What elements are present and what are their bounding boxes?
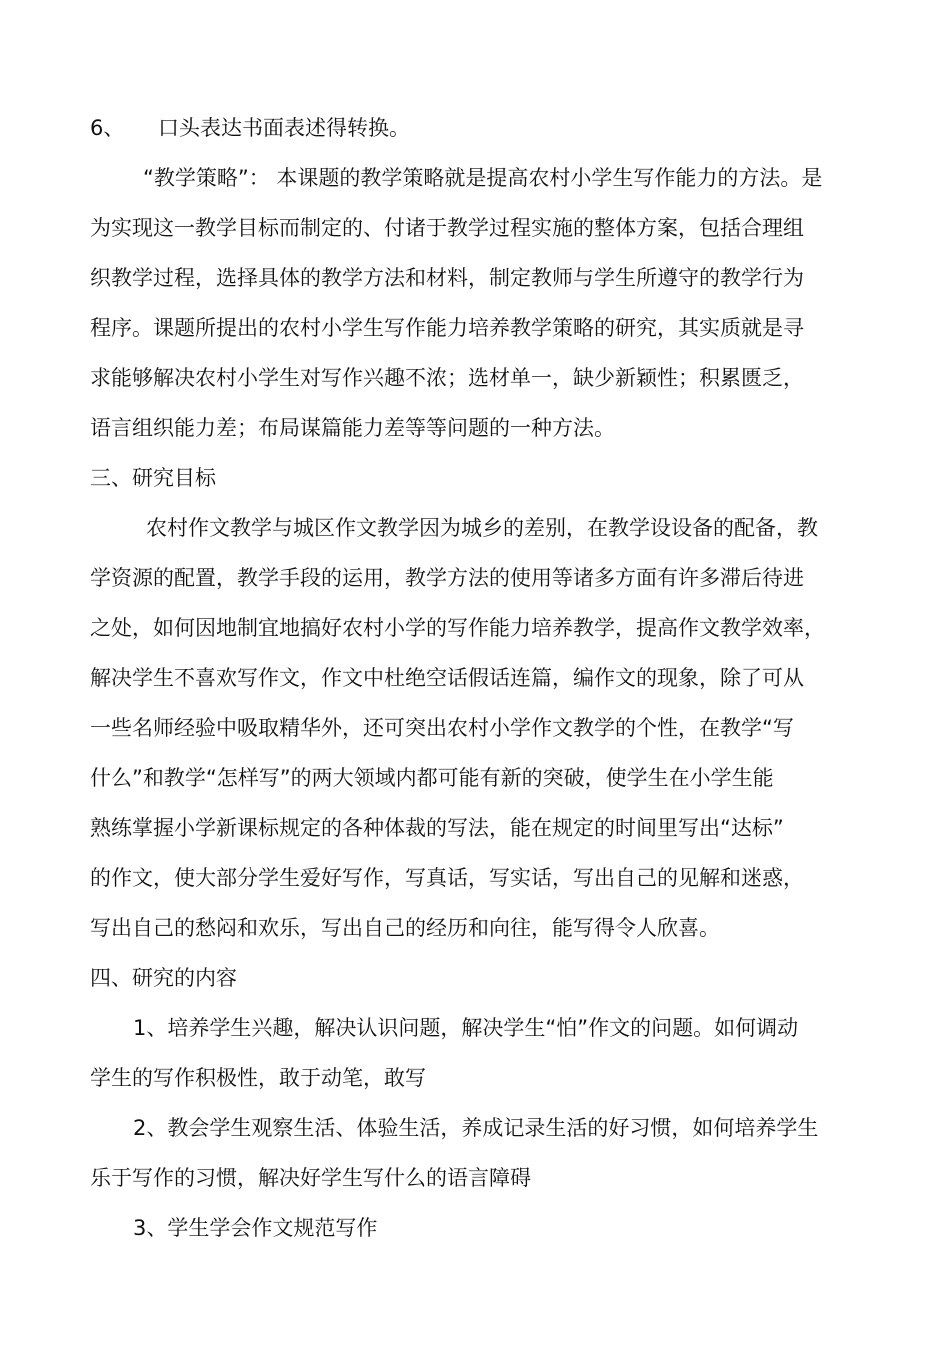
paragraph-line: 一些名师经验中吸取精华外，还可突出农村小学作文教学的个性，在教学“写	[90, 716, 794, 740]
paragraph-line: 解决学生不喜欢写作文，作文中杜绝空话假话连篇，编作文的现象，除了可从	[90, 666, 804, 690]
paragraph-line: 学生的写作积极性，敢于动笔，敢写	[90, 1066, 426, 1090]
paragraph-line: 3、学生学会作文规范写作	[133, 1216, 378, 1240]
paragraph-line: 求能够解决农村小学生对写作兴趣不浓；选材单一，缺少新颖性；积累匮乏，	[90, 366, 804, 390]
paragraph-line: 语言组织能力差；布局谋篇能力差等等问题的一种方法。	[90, 416, 615, 440]
section-heading-research-goals: 三、研究目标	[90, 466, 216, 490]
paragraph-line: 2、教会学生观察生活、体验生活，养成记录生活的好习惯，如何培养学生	[133, 1116, 819, 1140]
paragraph-line: 什么”和教学“怎样写”的两大领域内都可能有新的突破，使学生在小学生能	[90, 766, 774, 790]
section-heading-research-content: 四、研究的内容	[90, 966, 237, 990]
paragraph-line: 写出自己的愁闷和欢乐，写出自己的经历和向往，能写得令人欣喜。	[90, 916, 720, 940]
paragraph-line: 1、培养学生兴趣，解决认识问题，解决学生“怕”作文的问题。如何调动	[133, 1016, 799, 1040]
paragraph-line: 程序。课题所提出的农村小学生写作能力培养教学策略的研究，其实质就是寻	[90, 316, 804, 340]
item-6-number: 6、	[90, 116, 125, 140]
paragraph-line: 之处，如何因地制宜地搞好农村小学的写作能力培养教学，提高作文教学效率，	[90, 616, 825, 640]
paragraph-line: “教学策略”： 本课题的教学策略就是提高农村小学生写作能力的方法。是	[143, 166, 823, 190]
paragraph-line: 为实现这一教学目标而制定的、付诸于教学过程实施的整体方案，包括合理组	[90, 216, 804, 240]
paragraph-line: 熟练掌握小学新课标规定的各种体裁的写法，能在规定的时间里写出“达标”	[90, 816, 784, 840]
item-6-text: 口头表达书面表述得转换。	[158, 116, 410, 140]
paragraph-line: 乐于写作的习惯，解决好学生写什么的语言障碍	[90, 1166, 531, 1190]
paragraph-line: 织教学过程，选择具体的教学方法和材料，制定教师与学生所遵守的教学行为	[90, 266, 804, 290]
paragraph-line: 农村作文教学与城区作文教学因为城乡的差别，在教学设设备的配备，教	[146, 516, 818, 540]
paragraph-line: 的作文，使大部分学生爱好写作，写真话，写实话，写出自己的见解和迷惑，	[90, 866, 804, 890]
paragraph-line: 学资源的配置，教学手段的运用，教学方法的使用等诸多方面有许多滞后待进	[90, 566, 804, 590]
